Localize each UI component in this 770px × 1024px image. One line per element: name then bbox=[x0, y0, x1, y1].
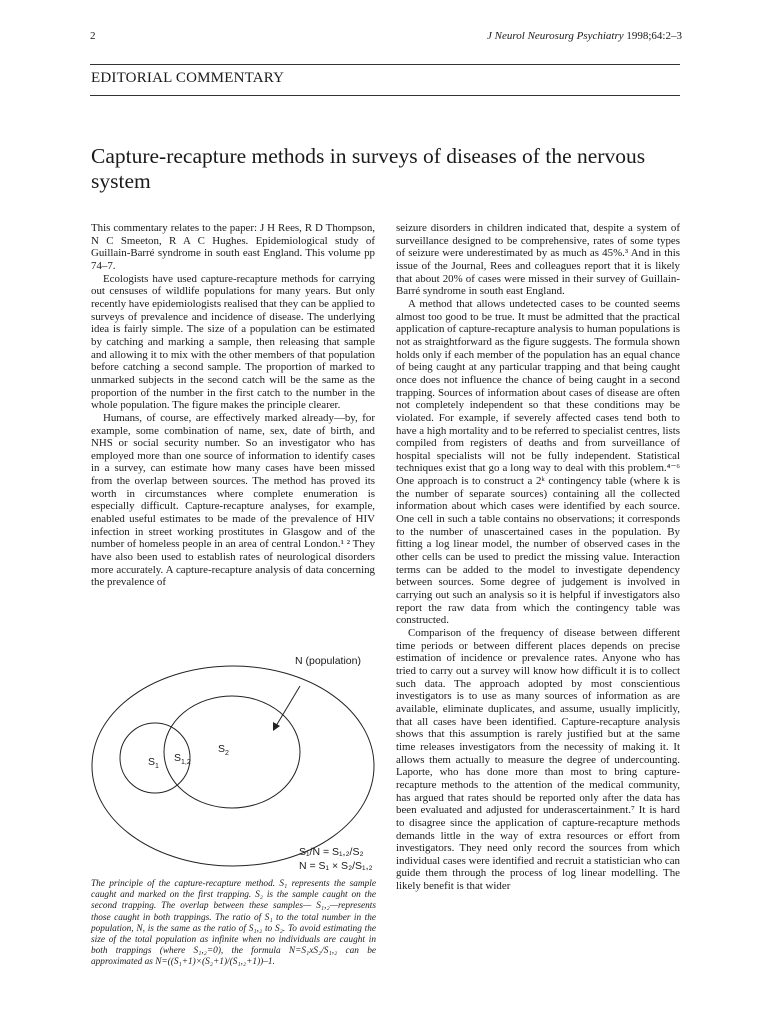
journal-name: J Neurol Neurosurg Psychiatry bbox=[487, 30, 624, 42]
s2-circle bbox=[164, 696, 300, 808]
paragraph: A method that allows undetected cases to be counted seems almost too good to be true. It must be admitted that the practical application of capture-recapture analysis to human populations is not as straightforward as the figure suggests. The formula shown holds only if each member of the population has an equal chance of being caught at any particular trapping and that being caught once does not influence the chance of being caught in a second trapping. Sources of information about cases of disease are often not completely independent so that these conditions may be violated. For example, if severely affected cases tend both to have a high mortality and to be referred to specialist centres, lists compiled from registers of deaths and from surveillance of hospital specialists will not be fully independent. Statistical techniques exist that go a long way to deal with this problem.⁴⁻⁶ One approach is to construct a 2ᵏ contingency table (where k is the number of separate sources) containing all the collected information about which cases were identified by each source. One cell in such a table contains no observations; it corresponds to the number of unascertained cases in the population. By fitting a log linear model, the number of observed cases in the other cells can be used to predict the missing value. Interaction terms can be added to the model to investigate dependency between sources. Some degree of judgement is involved in carrying out such an analysis so it is helpful if investigators also report the raw data from which the contingency table was constructed. bbox=[396, 297, 680, 627]
top-rule bbox=[90, 64, 680, 65]
text-column-right bbox=[396, 222, 680, 893]
formula-estimate: N = S₁ × S₂/S₁,₂ bbox=[299, 860, 373, 872]
paragraph: Ecologists have used capture-recapture methods for carrying out censuses of wildlife populations for many years. But only recently have epidemiologists realised that they can be applied to surveys of prevalence and incidence of disease. The underlying idea is fairly simple. The size of a population can be estimated by catching and marking a sample, then releasing that sample and allowing it to mix with the other members of that population before catching a second sample. The proportion of marked to unmarked subjects in the second catch will be the same as the proportion of the number in the first catch to the number in the whole population. The figure makes the principle clearer. bbox=[91, 272, 375, 412]
journal-issue: 1998;64:2–3 bbox=[623, 30, 682, 42]
section-rule bbox=[90, 95, 680, 96]
paragraph: Comparison of the frequency of disease between different time periods or between different places depends on precise estimation of incidence or prevalence rates. Anyone who has tried to carry out a survey will know how difficult it is to collect such data. The approach adopted by most conscientious investigators is to use as many sources of information as are available, eliminate duplicates, and assume, usually implicitly, that all cases have been identified. Capture-recapture analysis shows that this assumption is rarely justified but at the same time releases investigators from the necessity of making it. It allows them actually to measure the degree of undercounting. Laporte, who has done more than most to bring capture-recapture methods to the attention of the medical community, has argued that rates should be reported only after the data has been evaluated and adjusted for underascertainment.⁷ It is hard to disagree since the application of capture-recapture methods demands little in the way of extra resources or effort from investigators. They need only record the sources from which individual cases were identified and recruit a statistician who can guide them through the process of log linear modelling. The likely benefit is that wider bbox=[396, 627, 680, 893]
arrow-head bbox=[273, 722, 280, 731]
journal-reference bbox=[487, 30, 682, 42]
paragraph: Humans, of course, are effectively marked already—by, for example, some combination of name, sex, date of birth, and NHS or social security number. So an investigator who has employed more than one source of information to identify cases in a survey, can estimate how many cases have been missed from the overlap between sources. The method has proved its worth in circumstances where complete enumeration is especially difficult. Capture-recapture analyses, for example, enabled useful estimates to be made of the prevalence of HIV infection in street working prostitutes in Glasgow and of the number of homeless people in an area of central London.¹ ² They have also been used to establish rates of neurological disorders more accurately. A capture-recapture analysis of data concerning the prevalence of bbox=[91, 411, 375, 589]
text-column-left bbox=[91, 222, 375, 589]
paragraph: seizure disorders in children indicated that, despite a system of surveillance designed to be comprehensive, rates of some types of seizure were underestimated by as much as 45%.³ And in this issue of the Journal, Rees and colleagues report that it is likely that about 20% of cases were missed in their survey of Guillain-Barré syndrome in south east England. bbox=[396, 222, 680, 298]
page-number: 2 bbox=[90, 30, 96, 42]
figure-caption: The principle of the capture-recapture method. S₁ represents the sample caught and marked on the first trapping. S₂ is the sample caught on the second trapping. The overlap between these samples— S₁,₂—represents those caught in both trappings. The ratio of S₁ to the total number in the population, N, is the same as the ratio of S₁,₂ to S₂. To avoid estimating the size of the total population as infinite when no individuals are caught in both trappings (where S₁,₂=0), the formula N=S₁xS₂/S₁,₂ can be approximated as N=((S₁+1)×(S₂+1)/(S₁,₂+1))–1. bbox=[91, 879, 376, 968]
capture-recapture-figure bbox=[90, 648, 380, 878]
s2-label: $S_2$ bbox=[218, 743, 229, 757]
paragraph: This commentary relates to the paper: J H Rees, R D Thompson, N C Smeeton, R A C Hughes. Epidemiological study of Guillain-Barré syndrome in south east England. This volume pp 74–7. bbox=[91, 222, 375, 272]
article-title: Capture-recapture methods in surveys of diseases of the nervous system bbox=[91, 144, 646, 193]
population-label: N (population) bbox=[295, 655, 361, 667]
s1-label: $S_1$ bbox=[148, 756, 159, 770]
section-title: EDITORIAL COMMENTARY bbox=[91, 70, 285, 86]
formula-ratio: S₁/N = S₁,₂/S₂ bbox=[299, 846, 364, 858]
s12-label: $S_{1,2}$ bbox=[174, 752, 191, 766]
